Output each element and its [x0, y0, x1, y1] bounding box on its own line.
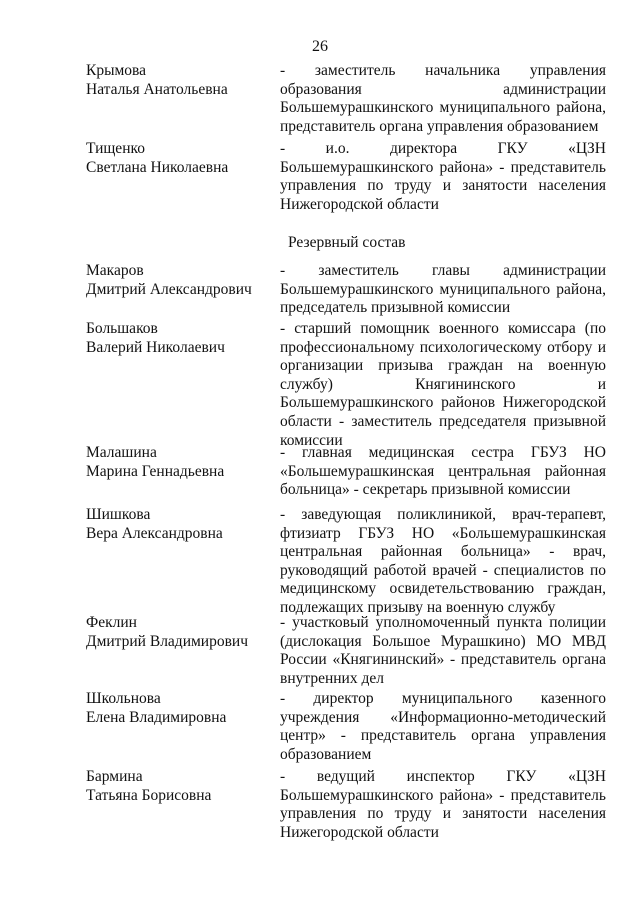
member-name	[86, 506, 276, 543]
section-title: Резервный состав	[288, 234, 406, 251]
member-given-name: Марина Геннадьевна	[86, 462, 225, 480]
member-name	[86, 262, 276, 299]
member-given-name: Наталья Анатольевна	[86, 80, 228, 98]
member-given-name: Дмитрий Александрович	[86, 280, 252, 298]
member-surname: Шишкова	[86, 506, 151, 523]
member-role: - главная медицинская сестра ГБУЗ НО «Большемурашкинская центральная районная больница» - секретарь призывной комиссии	[280, 444, 606, 499]
member-given-name: Валерий Николаевич	[86, 338, 225, 356]
member-surname: Тищенко	[86, 140, 145, 157]
member-given-name: Вера Александровна	[86, 524, 223, 542]
member-given-name: Елена Владимировна	[86, 708, 227, 726]
member-role: - директор муниципального казенного учреждения «Информационно-методический центр» - представитель органа управления образованием	[280, 690, 606, 763]
member-surname: Большаков	[86, 320, 158, 337]
member-surname: Крымова	[86, 62, 147, 79]
page-number: 26	[312, 38, 328, 55]
member-role: - ведущий инспектор ГКУ «ЦЗН Большемурашкинского района» - представитель управления по труду и занятости населения Нижегородской области	[280, 768, 606, 841]
member-name	[86, 614, 276, 651]
member-surname: Феклин	[86, 614, 137, 631]
member-role: - старший помощник военного комиссара (по профессиональному психологическому отбору и организации призыва граждан на военную службу) Княгининского и Большемурашкинского районов Нижегородской области - заместитель председателя призывной комиссии	[280, 320, 606, 449]
member-surname: Школьнова	[86, 690, 161, 707]
member-name	[86, 140, 276, 177]
member-name	[86, 444, 276, 481]
member-given-name: Татьяна Борисовна	[86, 786, 212, 804]
member-name	[86, 690, 276, 727]
member-role: - заместитель начальника управления образования администрации Большемурашкинского муниципального района, представитель органа управления образованием	[280, 62, 606, 135]
member-surname: Макаров	[86, 262, 144, 279]
member-role: - и.о. директора ГКУ «ЦЗН Большемурашкинского района» - представитель управления по труду и занятости населения Нижегородской области	[280, 140, 606, 213]
member-role: - заведующая поликлиникой, врач-терапевт, фтизиатр ГБУЗ НО «Большемурашкинская центральная районная больница» - врач, руководящий работой врачей - специалистов по медицинскому освидетельствованию граждан, подлежащих призыву на военную службу	[280, 506, 606, 616]
member-surname: Малашина	[86, 444, 157, 461]
member-name	[86, 62, 276, 99]
member-given-name: Дмитрий Владимирович	[86, 632, 249, 650]
member-role: - участковый уполномоченный пункта полиции (дислокация Большое Мурашкино) МО МВД России «Княгининский» - представитель органа внутренних дел	[280, 614, 606, 687]
member-name	[86, 768, 276, 805]
member-role: - заместитель главы администрации Большемурашкинского муниципального района, председатель призывной комиссии	[280, 262, 606, 317]
member-given-name: Светлана Николаевна	[86, 158, 229, 176]
member-surname: Бармина	[86, 768, 143, 785]
member-name	[86, 320, 276, 357]
